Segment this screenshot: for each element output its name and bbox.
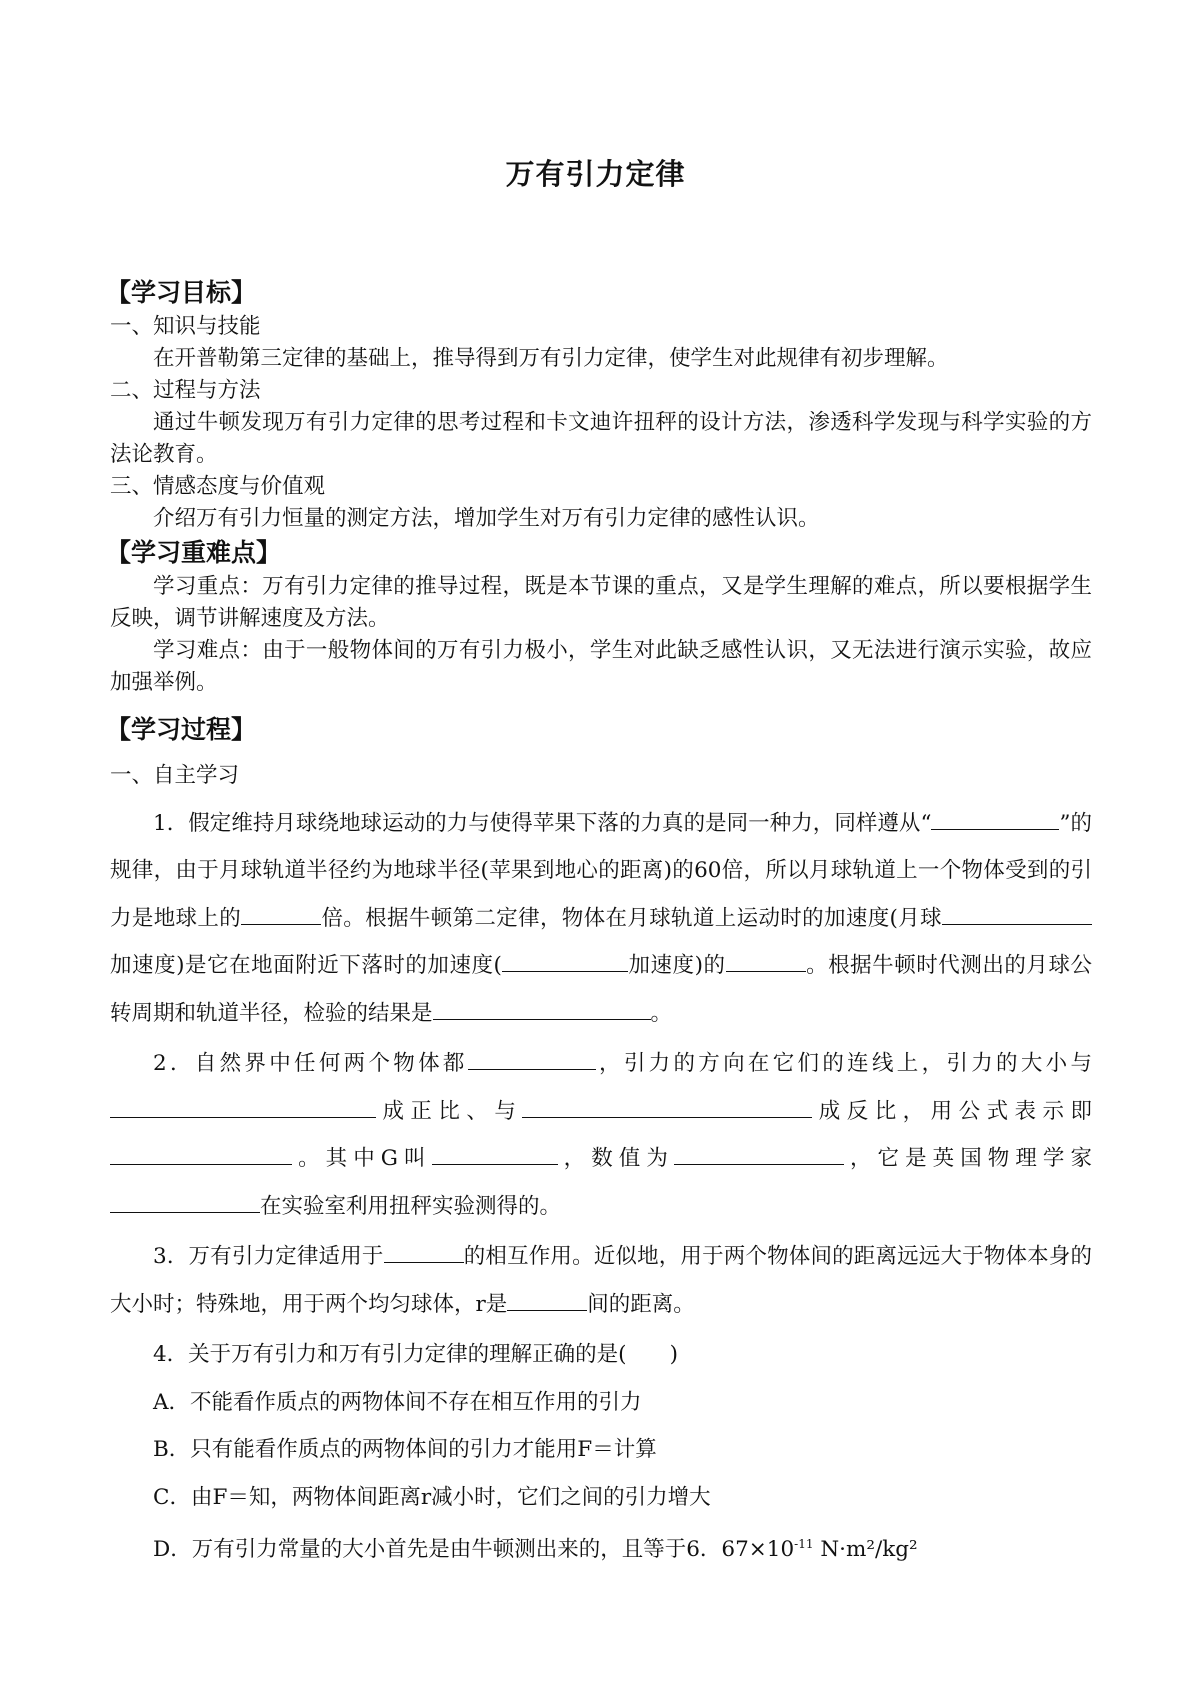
q1-text-4: 加速度)是它在地面附近下落时的加速度( bbox=[110, 953, 502, 978]
question-4-option-d[interactable] bbox=[110, 1521, 1092, 1574]
q1-blank-1[interactable] bbox=[931, 806, 1059, 830]
q2-text-5: 。其中G叫 bbox=[292, 1146, 432, 1171]
q2-text-6: ，数值为 bbox=[557, 1146, 674, 1171]
q3-blank-2[interactable] bbox=[507, 1287, 587, 1311]
q1-text-6: 。根据牛顿时代测出的月球公转周期和轨道半径，检验的结果是 bbox=[110, 953, 1092, 1026]
q1-text-1: 1．假定维持月球绕地球运动的力与使得苹果下落的力真的是同一种力，同样遵从“ bbox=[153, 810, 932, 836]
q2-text-3: 成正比、与 bbox=[376, 1098, 523, 1124]
q2-blank-5[interactable] bbox=[432, 1141, 558, 1165]
question-4-option-c[interactable]: C．由F＝知，两物体间距离r减小时，它们之间的引力增大 bbox=[153, 1484, 711, 1510]
document-body bbox=[106, 275, 1092, 1574]
q1-blank-5[interactable] bbox=[726, 948, 806, 972]
q3-text-2: 的相互作用。近似地，用于两个物体间的距离远远大于物体本身的大小时；特殊地，用于两个均匀球体，r是 bbox=[110, 1244, 1092, 1317]
q1-text-3: 倍。根据牛顿第二定律，物体在月球轨道上运动时的加速度(月球 bbox=[321, 905, 942, 931]
q1-text-5: 加速度)的 bbox=[627, 953, 726, 978]
q1-blank-2[interactable] bbox=[241, 901, 321, 925]
process-heading: 【学习过程】 bbox=[106, 715, 257, 744]
q1-blank-4[interactable] bbox=[502, 948, 628, 972]
keypoint-focus: 学习重点：万有引力定律的推导过程，既是本节课的重点，又是学生理解的难点，所以要根据学生反映，调节讲解速度及方法。 bbox=[110, 574, 1092, 631]
q2-text-7: ，它是英国物理学家 bbox=[843, 1146, 1092, 1171]
q2-text-8: 在实验室利用扭秤实验测得的。 bbox=[260, 1193, 562, 1219]
objectives-heading: 【学习目标】 bbox=[106, 278, 257, 307]
q3-text-3: 间的距离。 bbox=[587, 1291, 695, 1317]
question-2 bbox=[110, 1040, 1092, 1230]
objective-label-3: 三、情感态度与价值观 bbox=[110, 474, 326, 499]
option-d-text: D．万有引力常量的大小首先是由牛顿测出来的，且等于6．67×10 bbox=[153, 1537, 795, 1563]
keypoints-heading: 【学习重难点】 bbox=[106, 538, 282, 567]
page-title: 万有引力定律 bbox=[505, 157, 686, 191]
process-subheading: 一、自主学习 bbox=[110, 763, 240, 788]
question-1 bbox=[110, 800, 1092, 1038]
question-4-option-b[interactable]: B．只有能看作质点的两物体间的引力才能用F＝计算 bbox=[153, 1437, 657, 1462]
q2-text-4: 成反比，用公式表示即 bbox=[812, 1098, 1092, 1124]
q2-blank-3[interactable] bbox=[522, 1094, 812, 1118]
q2-text-2: ，引力的方向在它们的连线上，引力的大小与 bbox=[595, 1051, 1092, 1076]
q2-blank-4[interactable] bbox=[110, 1141, 292, 1165]
objective-text-3: 介绍万有引力恒量的测定方法，增加学生对万有引力定律的感性认识。 bbox=[153, 506, 820, 531]
q1-blank-3[interactable] bbox=[942, 901, 1092, 925]
q2-text-1: 2．自然界中任何两个物体都 bbox=[153, 1051, 468, 1076]
question-4-stem: 4．关于万有引力和万有引力定律的理解正确的是( ) bbox=[153, 1342, 678, 1367]
q1-text-2: ”的规律，由于月球轨道半径约为地球半径(苹果到地心的距离)的60倍，所以月球轨道上一个物体受到的引力是地球上的 bbox=[110, 810, 1092, 931]
keypoint-difficulty: 学习难点：由于一般物体间的万有引力极小，学生对此缺乏感性认识，又无法进行演示实验，故应加强举例。 bbox=[110, 638, 1092, 695]
objective-label-1: 一、知识与技能 bbox=[110, 314, 261, 339]
question-3 bbox=[110, 1233, 1092, 1328]
objective-label-2: 二、过程与方法 bbox=[110, 378, 261, 403]
option-d-exponent: -11 bbox=[794, 1537, 814, 1551]
objective-text-1: 在开普勒第三定律的基础上，推导得到万有引力定律，使学生对此规律有初步理解。 bbox=[153, 346, 949, 371]
q2-blank-6[interactable] bbox=[674, 1141, 844, 1165]
q3-blank-1[interactable] bbox=[384, 1239, 464, 1263]
q2-blank-1[interactable] bbox=[468, 1046, 596, 1070]
q1-text-7: 。 bbox=[650, 1000, 673, 1026]
option-d-unit: N·m²/kg² bbox=[813, 1537, 918, 1563]
objective-text-2: 通过牛顿发现万有引力定律的思考过程和卡文迪许扭秤的设计方法，渗透科学发现与科学实验的方法论教育。 bbox=[110, 410, 1092, 467]
q3-text-1: 3．万有引力定律适用于 bbox=[153, 1244, 384, 1269]
q2-blank-7[interactable] bbox=[110, 1189, 260, 1213]
q2-blank-2[interactable] bbox=[110, 1094, 376, 1118]
question-4-option-a[interactable]: A．不能看作质点的两物体间不存在相互作用的引力 bbox=[153, 1389, 642, 1415]
q1-blank-6[interactable] bbox=[433, 996, 651, 1020]
